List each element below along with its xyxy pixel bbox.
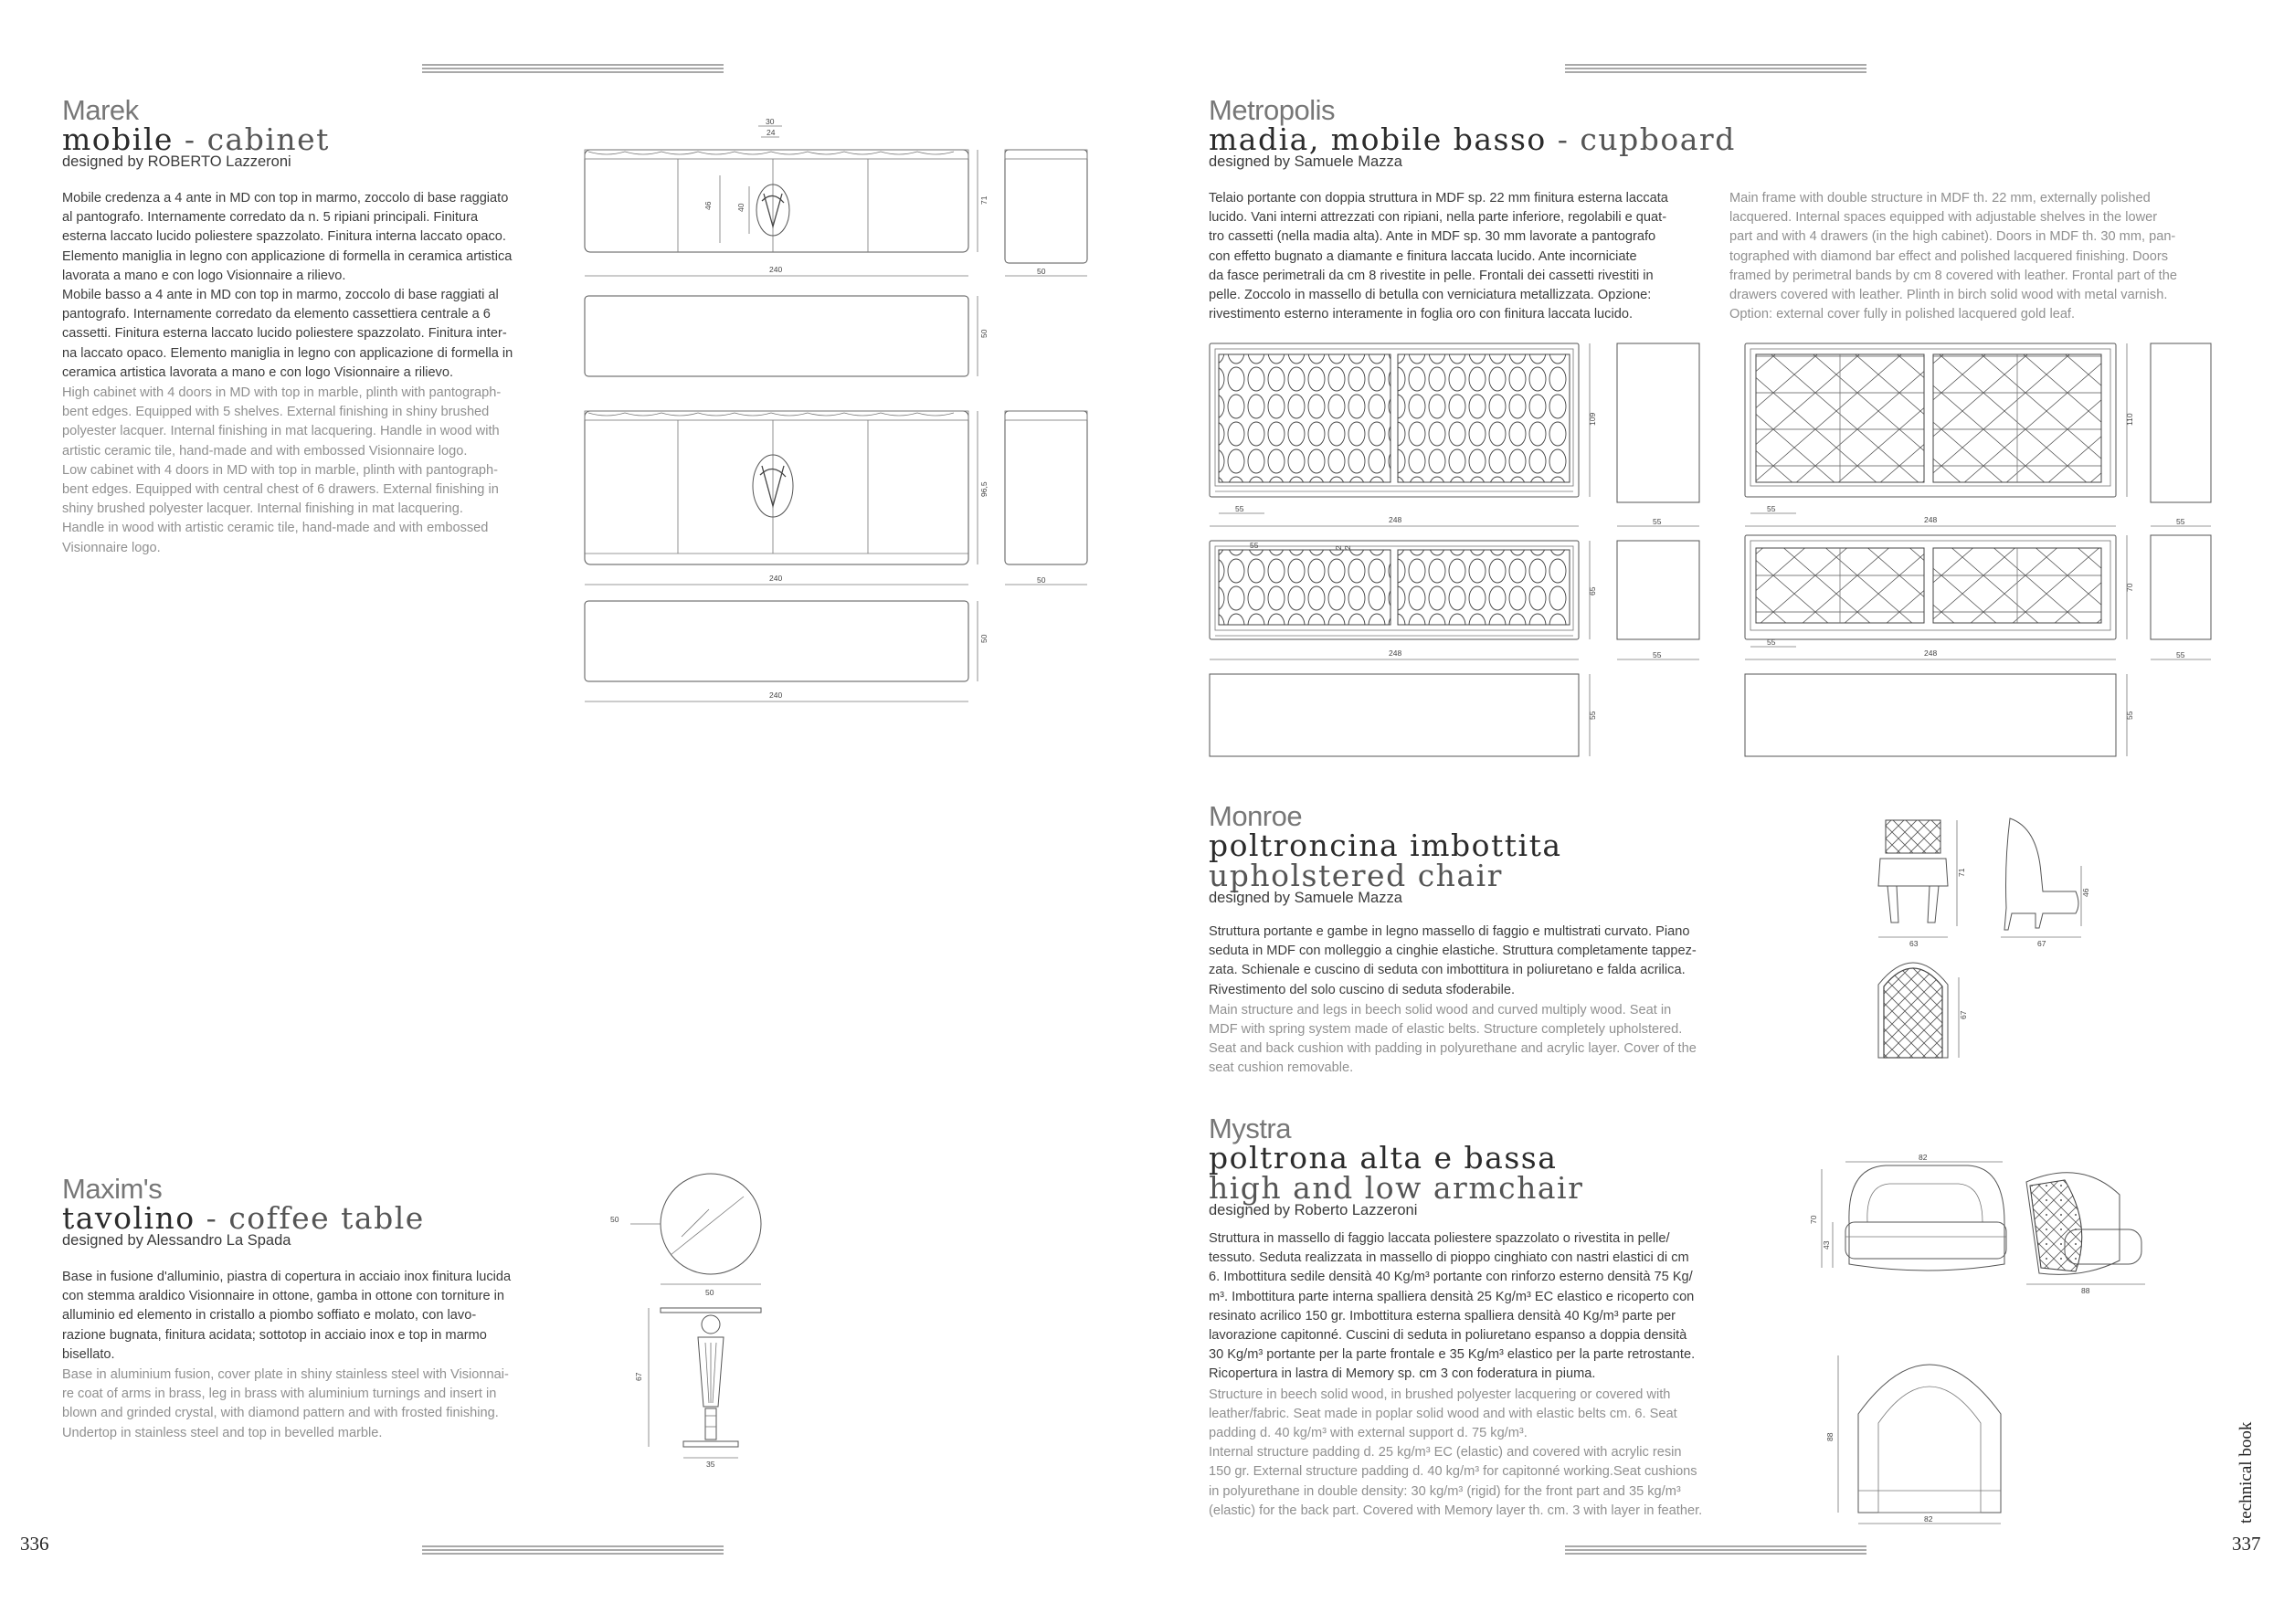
marek-drawing	[576, 110, 1087, 712]
text-line: al pantografo. Internamente corredato da n. 5 ripiani principali. Finitura	[62, 210, 479, 226]
text-line: Struttura portante e gambe in legno massello di faggio e multistrati curvato. Piano	[1209, 924, 1690, 939]
svg-text:240: 240	[769, 574, 783, 583]
svg-text:50: 50	[1037, 575, 1046, 585]
text-line: shiny brushed polyester lacquer. Internal finishing in mat lacquering.	[62, 501, 463, 517]
svg-text:71: 71	[979, 195, 989, 205]
text-line: da fasce perimetrali da cm 8 rivestite in pelle. Frontali dei cassetti rivestiti in	[1209, 268, 1654, 283]
page-number-left: 336	[20, 1533, 49, 1555]
text-line: re coat of arms in brass, leg in brass with aluminium turnings and insert in	[62, 1387, 497, 1402]
metropolis-drawing	[1206, 338, 2211, 767]
text-line: lavorata a mano e con logo Visionnaire a rilievo.	[62, 268, 346, 283]
svg-text:88: 88	[1825, 1432, 1835, 1441]
svg-text:248: 248	[1924, 515, 1938, 524]
marek-name: Marek	[62, 94, 139, 126]
monroe-title-en: upholstered chair	[1209, 858, 1503, 893]
metropolis-designer: designed by Samuele Mazza	[1209, 153, 1402, 170]
text-line: cassetti. Finitura esterna laccato lucido poliestere spazzolato. Finitura inter-	[62, 326, 507, 342]
text-line: polyester lacquer. Internal finishing in mat lacquering. Handle in wood with	[62, 424, 500, 439]
maxims-drawing	[603, 1169, 786, 1471]
marek-desc	[62, 189, 583, 558]
svg-text:88: 88	[2081, 1286, 2090, 1295]
svg-text:43: 43	[1822, 1240, 1831, 1250]
text-line: lacquered. Internal spaces equipped with adjustable shelves in the lower	[1729, 210, 2158, 226]
text-line: bent edges. Equipped with 5 shelves. External finishing in shiny brushed	[62, 405, 490, 420]
mystra-desc	[1209, 1229, 1775, 1521]
svg-text:248: 248	[1924, 649, 1938, 658]
svg-text:46: 46	[703, 201, 713, 210]
text-line: (elastic) for the back part. Covered with Memory layer th. cm. 3 with layer in feather.	[1209, 1503, 1703, 1518]
text-line: Handle in wood with artistic ceramic tile, hand-made and with embossed	[62, 521, 489, 536]
text-line: lucido. Vani interni attrezzati con ripiani, nella parte inferiore, regolabili e quat-	[1209, 210, 1667, 226]
maxims-desc-it	[62, 1268, 583, 1365]
metropolis-desc-it	[1209, 189, 1720, 324]
text-line: Visionnaire logo.	[62, 540, 161, 555]
svg-text:70: 70	[2125, 583, 2134, 592]
svg-text:35: 35	[706, 1460, 715, 1469]
svg-text:248: 248	[1389, 515, 1402, 524]
text-line: Telaio portante con doppia struttura in MDF sp. 22 mm finitura esterna laccata	[1209, 191, 1668, 206]
sidebar-label: technical book	[2236, 1421, 2256, 1524]
text-line: seduta in MDF con molleggio a cinghie elastiche. Struttura completamente tappez-	[1209, 944, 1697, 959]
svg-text:82: 82	[1924, 1514, 1933, 1524]
marek-header	[62, 96, 330, 170]
monroe-drawing	[1873, 813, 2147, 1060]
text-line: con effetto bugnato a diamante e finitura laccata lucido. Ante incorniciate	[1209, 248, 1637, 264]
svg-text:55: 55	[1767, 638, 1776, 647]
monroe-desc	[1209, 923, 1757, 1079]
metropolis-name: Metropolis	[1209, 94, 1335, 126]
text-line: bisellato.	[62, 1346, 115, 1362]
text-line: zata. Schienale e cuscino di seduta con imbottitura in poliuretano e falda acrilica.	[1209, 963, 1686, 978]
monroe-title-it: poltroncina imbottita	[1209, 828, 1562, 863]
mystra-desc-en	[1209, 1386, 1775, 1521]
svg-text:67: 67	[1959, 1010, 1968, 1019]
svg-text:240: 240	[769, 691, 783, 700]
text-line: artistic ceramic tile, hand-made and with embossed Visionnaire logo.	[62, 443, 468, 459]
maxims-designer: designed by Alessandro La Spada	[62, 1232, 291, 1249]
text-line: Mobile credenza a 4 ante in MD con top in marmo, zoccolo di base raggiato	[62, 191, 509, 206]
text-line: Structure in beech solid wood, in brushed polyester lacquering or covered with	[1209, 1387, 1671, 1402]
svg-text:50: 50	[610, 1215, 619, 1224]
monroe-designer: designed by Samuele Mazza	[1209, 890, 1402, 906]
text-line: MDF with spring system made of elastic belts. Structure completely upholstered.	[1209, 1022, 1683, 1038]
svg-text:24: 24	[767, 128, 776, 137]
monroe-name: Monroe	[1209, 800, 1303, 832]
monroe-desc-en	[1209, 1001, 1757, 1079]
marek-desc-it	[62, 189, 583, 383]
text-line: seat cushion removable.	[1209, 1060, 1354, 1076]
text-line: Main structure and legs in beech solid wood and curved multiply wood. Seat in	[1209, 1002, 1672, 1018]
text-line: drawers covered with leather. Plinth in birch solid wood with metal varnish.	[1729, 288, 2168, 303]
text-line: in polyurethane in double density: 30 kg/m³ (rigid) for the front part and 35 kg/m³	[1209, 1483, 1681, 1499]
maxims-header	[62, 1175, 425, 1249]
svg-text:248: 248	[1389, 649, 1402, 658]
maxims-desc-en	[62, 1366, 583, 1443]
text-line: blown and grinded crystal, with diamond pattern and with frosted finishing.	[62, 1406, 499, 1421]
monroe-header	[1209, 802, 1562, 906]
mystra-title-en: high and low armchair	[1209, 1170, 1584, 1206]
svg-text:2: 2	[1334, 545, 1343, 550]
text-line: 30 Kg/m³ portante per la parte frontale e 35 Kg/m³ elastico per la parte retrostante.	[1209, 1347, 1696, 1363]
svg-text:50: 50	[1037, 267, 1046, 276]
svg-text:40: 40	[736, 203, 745, 212]
mystra-drawing	[1791, 1149, 2202, 1524]
text-line: ceramica artistica lavorata a mano e con logo Visionnaire a rilievo.	[62, 364, 454, 380]
text-line: 150 gr. External structure padding d. 40 kg/m³ for capitonné working.Seat cushions	[1209, 1464, 1697, 1480]
svg-text:240: 240	[769, 265, 783, 274]
mystra-desc-it	[1209, 1229, 1775, 1385]
text-line: pantografo. Internamente corredato da elemento cassettiera centrale a 6	[62, 307, 491, 322]
marek-desc-en	[62, 384, 583, 558]
mystra-designer: designed by Roberto Lazzeroni	[1209, 1202, 1418, 1218]
text-line: Mobile basso a 4 ante in MD con top in marmo, zoccolo di base raggiati al	[62, 288, 499, 303]
text-line: bent edges. Equipped with central chest of 6 drawers. External finishing in	[62, 482, 499, 498]
text-line: framed by perimetral bands by cm 8 covered with leather. Frontal part of the	[1729, 268, 2177, 283]
page-number-right: 337	[2232, 1533, 2261, 1555]
svg-text:55: 55	[2176, 650, 2185, 659]
metropolis-title: madia, mobile basso - cupboard	[1209, 121, 1736, 157]
svg-text:67: 67	[634, 1372, 643, 1381]
text-line: Struttura in massello di faggio laccata poliestere spazzolato o rivestita in pelle/	[1209, 1231, 1670, 1246]
svg-text:96,5: 96,5	[979, 481, 989, 497]
text-line: Base in aluminium fusion, cover plate in shiny stainless steel with Visionnai-	[62, 1367, 509, 1383]
svg-text:55: 55	[1588, 711, 1597, 720]
bottom-rule-left	[422, 1545, 724, 1556]
svg-text:65: 65	[1588, 586, 1597, 596]
text-line: Undertop in stainless steel and top in bevelled marble.	[62, 1425, 383, 1440]
svg-text:50: 50	[705, 1288, 714, 1297]
metropolis-desc-en	[1729, 189, 2241, 324]
svg-text:50: 50	[979, 634, 989, 643]
svg-text:82: 82	[1919, 1153, 1928, 1162]
metropolis-header	[1209, 96, 1736, 170]
svg-text:55: 55	[2125, 711, 2134, 720]
text-line: Seat and back cushion with padding in polyurethane and acrylic layer. Cover of the	[1209, 1041, 1697, 1057]
text-line: part and with 4 drawers (in the high cabinet). Doors in MDF th. 30 mm, pan-	[1729, 229, 2176, 245]
svg-text:55: 55	[1235, 504, 1244, 513]
svg-text:46: 46	[2081, 888, 2090, 897]
text-line: padding d. 40 kg/m³ with external support d. 75 kg/m³.	[1209, 1426, 1528, 1441]
text-line: rivestimento esterno interamente in foglia oro con finitura laccata lucido.	[1209, 307, 1633, 322]
text-line: alluminio ed elemento in cristallo a piombo soffiato e molato, con lavo-	[62, 1308, 477, 1323]
monroe-desc-it	[1209, 923, 1757, 1000]
mystra-name: Mystra	[1209, 1113, 1291, 1144]
text-line: Internal structure padding d. 25 kg/m³ EC (elastic) and covered with acrylic resin	[1209, 1445, 1682, 1461]
text-line: leather/fabric. Seat made in poplar solid wood and with elastic belts cm. 6. Seat	[1209, 1406, 1677, 1421]
text-line: 6. Imbottitura sedile densità 40 Kg/m³ portante con rinforzo esterno densità 75 Kg/	[1209, 1270, 1693, 1285]
text-line: Ricopertura in lastra di Memory sp. cm 3 con foderatura in piuma.	[1209, 1366, 1596, 1382]
svg-text:63: 63	[1909, 939, 1919, 948]
text-line: Rivestimento del solo cuscino di seduta sfoderabile.	[1209, 982, 1516, 997]
svg-text:70: 70	[1809, 1215, 1818, 1224]
svg-text:2: 2	[1343, 545, 1352, 550]
maxims-desc	[62, 1268, 583, 1443]
text-line: tographed with diamond bar effect and polished lacquered finishing. Doors	[1729, 248, 2169, 264]
text-line: na laccato opaco. Elemento maniglia in legno con applicazione di formella in	[62, 345, 513, 361]
text-line: Main frame with double structure in MDF th. 22 mm, externally polished	[1729, 191, 2151, 206]
svg-text:71: 71	[1957, 868, 1966, 877]
text-line: High cabinet with 4 doors in MD with top in marble, plinth with pantograph-	[62, 385, 502, 401]
marek-designer: designed by ROBERTO Lazzeroni	[62, 153, 291, 170]
svg-text:50: 50	[979, 329, 989, 338]
text-line: tro cassetti (nella madia alta). Ante in MDF sp. 30 mm lavorate a pantografo	[1209, 229, 1656, 245]
text-line: lavorazione capitonné. Cuscini di seduta in poliuretano espanso a doppia densità	[1209, 1328, 1687, 1344]
marek-title: mobile - cabinet	[62, 121, 330, 157]
text-line: Option: external cover fully in polished lacquered gold leaf.	[1729, 307, 2076, 322]
mystra-header	[1209, 1114, 1583, 1218]
text-line: esterna laccato lucido poliestere spazzolato. Finitura interna laccato opaco.	[62, 229, 506, 245]
text-line: m³. Imbottitura parte interna spalliera densità 25 Kg/m³ EC elastico e ricoperto con	[1209, 1289, 1695, 1304]
svg-text:67: 67	[2037, 939, 2046, 948]
text-line: tessuto. Seduta realizzata in massello di pioppo cinghiato con nastri elastici di cm	[1209, 1250, 1689, 1266]
svg-text:55: 55	[1653, 517, 1662, 526]
svg-text:55: 55	[1653, 650, 1662, 659]
svg-text:55: 55	[1250, 541, 1259, 550]
svg-text:109: 109	[1588, 412, 1597, 426]
text-line: pelle. Zoccolo in massello di betulla con verniciatura metallizzata. Opzione:	[1209, 288, 1652, 303]
svg-text:55: 55	[1767, 504, 1776, 513]
maxims-title: tavolino - coffee table	[62, 1200, 425, 1236]
text-line: Low cabinet with 4 doors in MD with top in marble, plinth with pantograph-	[62, 462, 498, 478]
mystra-title-it: poltrona alta e bassa	[1209, 1140, 1558, 1176]
maxims-name: Maxim's	[62, 1173, 163, 1205]
text-line: razione bugnata, finitura acidata; sottotop in acciaio inox e top in marmo	[62, 1327, 487, 1343]
top-rule-left	[422, 64, 724, 75]
text-line: Elemento maniglia in legno con applicazione di formella in ceramica artistica	[62, 248, 513, 264]
svg-text:30: 30	[766, 117, 775, 126]
svg-text:55: 55	[2176, 517, 2185, 526]
bottom-rule-right	[1565, 1545, 1866, 1556]
text-line: resinato acrilico 150 gr. Imbottitura esterna spalliera densità 40 Kg/m³ parte per	[1209, 1308, 1676, 1323]
top-rule-right	[1565, 64, 1866, 75]
text-line: Base in fusione d'alluminio, piastra di copertura in acciaio inox finitura lucida	[62, 1270, 512, 1284]
text-line: con stemma araldico Visionnaire in ottone, gamba in ottone con torniture in	[62, 1289, 505, 1304]
svg-text:110: 110	[2125, 413, 2134, 426]
